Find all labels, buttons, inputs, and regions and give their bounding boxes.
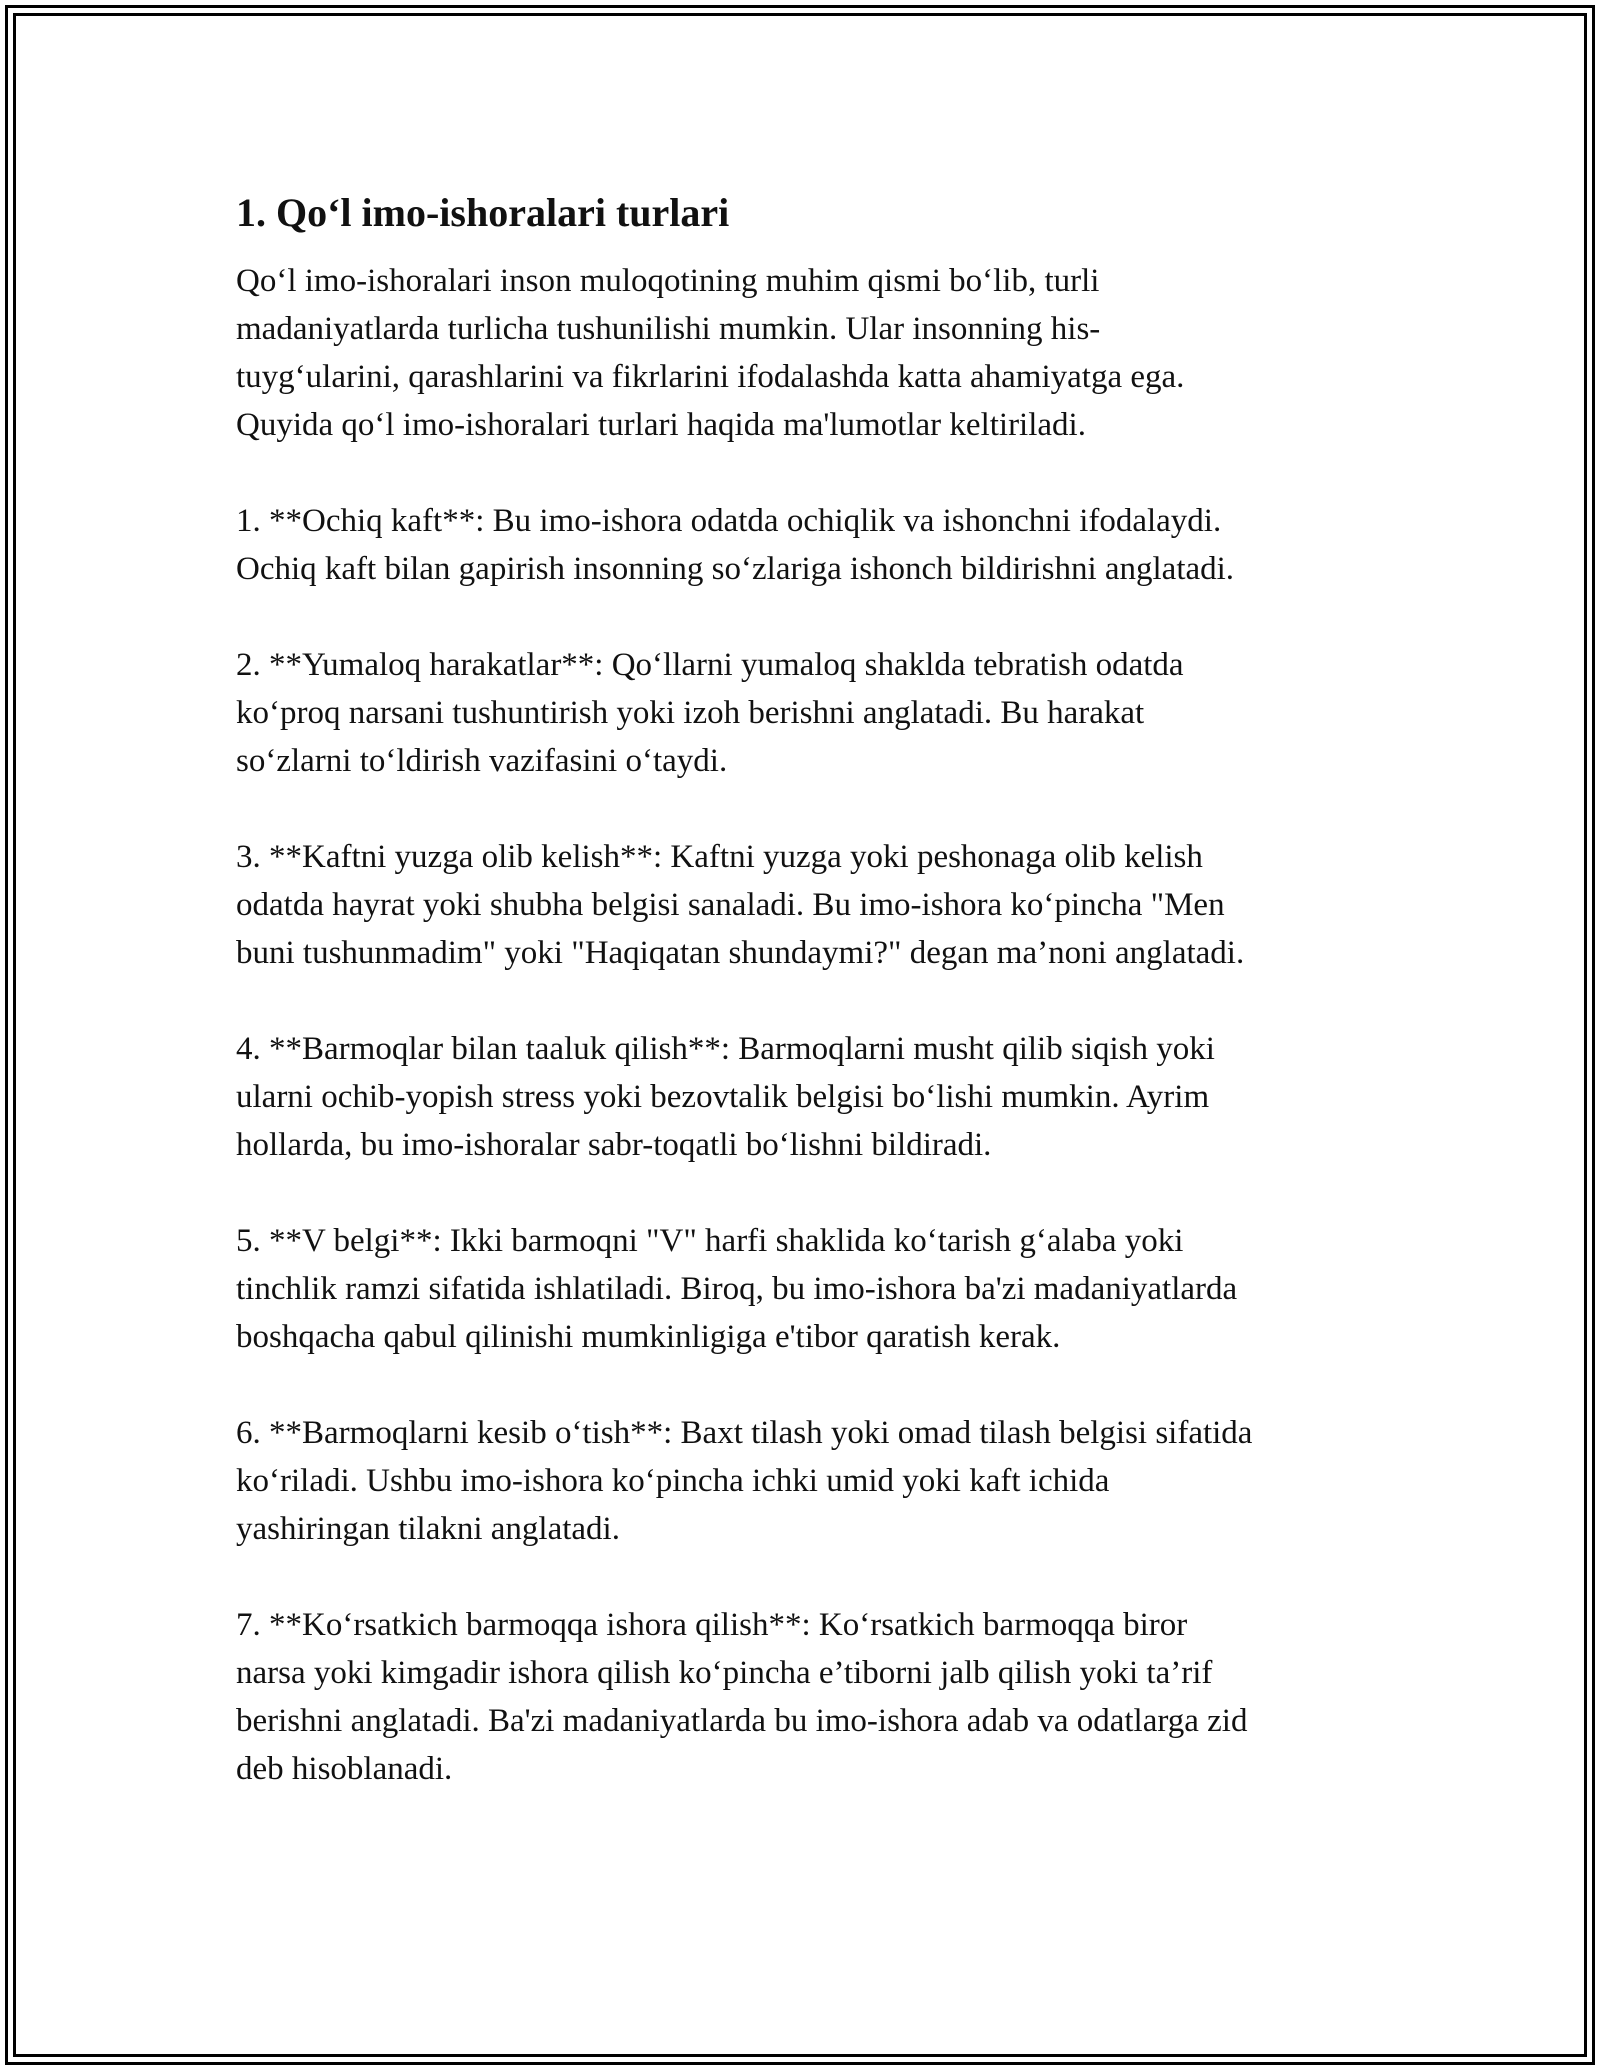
document-title: 1. Qo‘l imo-ishoralari turlari (236, 190, 730, 235)
list-item-v-sign (236, 1217, 1386, 1361)
text-line: 2. **Yumaloq harakatlar**: Qo‘llarni yumaloq shaklda tebratish odatda (236, 647, 1184, 683)
text-line: boshqacha qabul qilinishi mumkinligiga e'tibor qaratish kerak. (236, 1319, 1061, 1355)
text-line: narsa yoki kimgadir ishora qilish ko‘pincha e’tiborni jalb qilish yoki ta’rif (236, 1655, 1213, 1691)
text-line: so‘zlarni to‘ldirish vazifasini o‘taydi. (236, 743, 728, 779)
text-line: odatda hayrat yoki shubha belgisi sanaladi. Bu imo-ishora ko‘pincha "Men (236, 887, 1225, 923)
text-line: buni tushunmadim" yoki "Haqiqatan shundaymi?" degan ma’noni anglatadi. (236, 935, 1245, 971)
document-body (236, 187, 1386, 1841)
text-line: Qo‘l imo-ishoralari inson muloqotining muhim qismi bo‘lib, turli (236, 263, 1100, 299)
list-item-finger-fidgeting (236, 1025, 1386, 1169)
text-line: 6. **Barmoqlarni kesib o‘tish**: Baxt tilash yoki omad tilash belgisi sifatida (236, 1415, 1253, 1451)
list-item-open-palm (236, 497, 1386, 593)
text-line: madaniyatlarda turlicha tushunilishi mumkin. Ular insonning his- (236, 311, 1101, 347)
text-line: ko‘proq narsani tushuntirish yoki izoh berishni anglatadi. Bu harakat (236, 695, 1145, 731)
text-line: Quyida qo‘l imo-ishoralari turlari haqida ma'lumotlar keltiriladi. (236, 407, 1086, 443)
intro-paragraph (236, 257, 1386, 449)
list-item-palm-to-face (236, 833, 1386, 977)
text-line: hollarda, bu imo-ishoralar sabr-toqatli bo‘lishni bildiradi. (236, 1127, 992, 1163)
text-line: 7. **Ko‘rsatkich barmoqqa ishora qilish**: Ko‘rsatkich barmoqqa biror (236, 1607, 1188, 1643)
text-line: tuyg‘ularini, qarashlarini va fikrlarini ifodalashda katta ahamiyatga ega. (236, 359, 1185, 395)
text-line: 4. **Barmoqlar bilan taaluk qilish**: Barmoqlarni musht qilib siqish yoki (236, 1031, 1215, 1067)
text-line: 1. **Ochiq kaft**: Bu imo-ishora odatda ochiqlik va ishonchni ifodalaydi. (236, 503, 1222, 539)
list-item-circular-motions (236, 641, 1386, 785)
text-line: tinchlik ramzi sifatida ishlatiladi. Biroq, bu imo-ishora ba'zi madaniyatlarda (236, 1271, 1238, 1307)
list-item-index-pointing (236, 1601, 1386, 1793)
text-line: 3. **Kaftni yuzga olib kelish**: Kaftni yuzga yoki peshonaga olib kelish (236, 839, 1203, 875)
list-item-crossed-fingers (236, 1409, 1386, 1553)
text-line: Ochiq kaft bilan gapirish insonning so‘zlariga ishonch bildirishni anglatadi. (236, 551, 1235, 587)
text-line: ularni ochib-yopish stress yoki bezovtalik belgisi bo‘lishi mumkin. Ayrim (236, 1079, 1210, 1115)
text-line: 5. **V belgi**: Ikki barmoqni "V" harfi shaklida ko‘tarish g‘alaba yoki (236, 1223, 1184, 1259)
text-line: berishni anglatadi. Ba'zi madaniyatlarda bu imo-ishora adab va odatlarga zid (236, 1703, 1248, 1739)
text-line: ko‘riladi. Ushbu imo-ishora ko‘pincha ichki umid yoki kaft ichida (236, 1463, 1110, 1499)
text-line: deb hisoblanadi. (236, 1751, 453, 1787)
text-line: yashiringan tilakni anglatadi. (236, 1511, 620, 1547)
